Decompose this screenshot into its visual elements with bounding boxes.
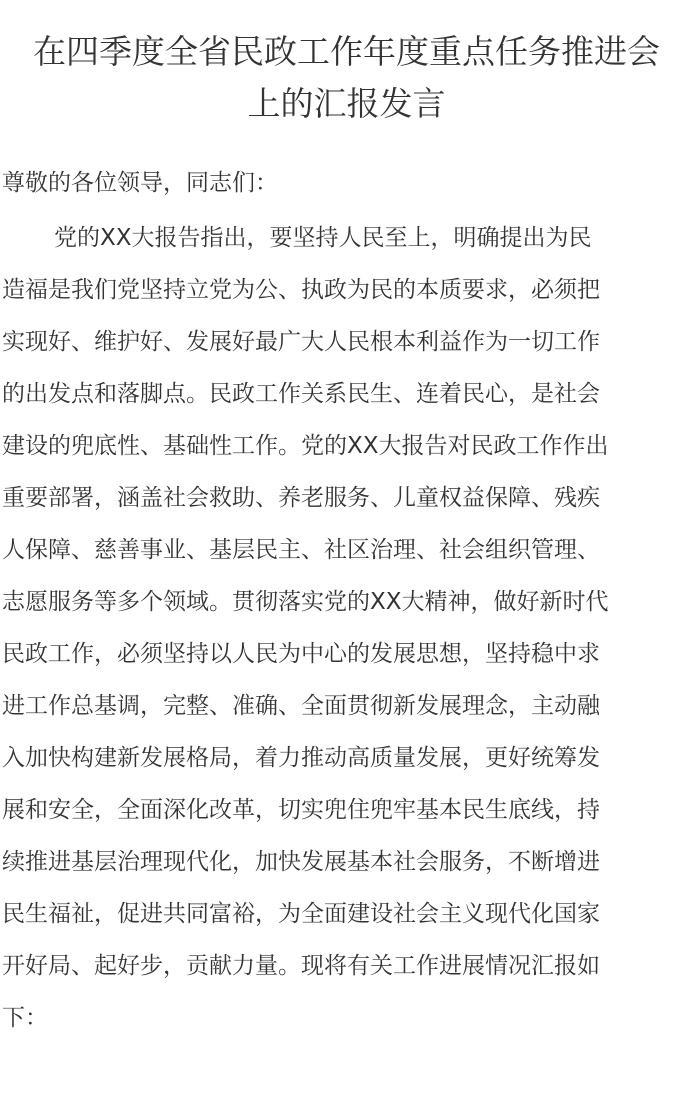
paragraph-line: 重要部署，涵盖社会救助、养老服务、儿童权益保障、残疾 [2, 485, 600, 511]
title-line-2: 上的汇报发言 [247, 84, 446, 123]
paragraph-line: 实现好、维护好、发展好最广大人民根本利益作为一切工作 [2, 329, 600, 355]
paragraph-line: 进工作总基调，完整、准确、全面贯彻新发展理念，主动融 [2, 693, 600, 719]
paragraph-line: 续推进基层治理现代化，加快发展基本社会服务，不断增进 [2, 849, 600, 875]
document-title [0, 0, 693, 130]
paragraph-line: 人保障、慈善事业、基层民主、社区治理、社会组织管理、 [2, 537, 600, 563]
paragraph-line: 下： [2, 1005, 48, 1031]
salutation: 尊敬的各位领导，同志们： [2, 170, 278, 196]
paragraph-line: 入加快构建新发展格局，着力推动高质量发展，更好统筹发 [2, 745, 600, 771]
paragraph-line: 的出发点和落脚点。民政工作关系民生、连着民心，是社会 [2, 381, 600, 407]
paragraph-line: 志愿服务等多个领域。贯彻落实党的XX大精神，做好新时代 [2, 589, 609, 615]
paragraph-line: 建设的兜底性、基础性工作。党的XX大报告对民政工作作出 [2, 433, 609, 459]
paragraph-line: 造福是我们党坚持立党为公、执政为民的本质要求，必须把 [2, 277, 600, 303]
paragraph-line: 民政工作，必须坚持以人民为中心的发展思想，坚持稳中求 [2, 641, 600, 667]
paragraph-line: 党的XX大报告指出，要坚持人民至上，明确提出为民 [54, 225, 592, 251]
title-line-1: 在四季度全省民政工作年度重点任务推进会 [33, 32, 660, 71]
paragraph-line: 展和安全，全面深化改革，切实兜住兜牢基本民生底线，持 [2, 797, 600, 823]
paragraph-line: 民生福祉，促进共同富裕，为全面建设社会主义现代化国家 [2, 901, 600, 927]
paragraph-line: 开好局、起好步，贡献力量。现将有关工作进展情况汇报如 [2, 953, 600, 979]
body-paragraph [0, 212, 693, 1044]
